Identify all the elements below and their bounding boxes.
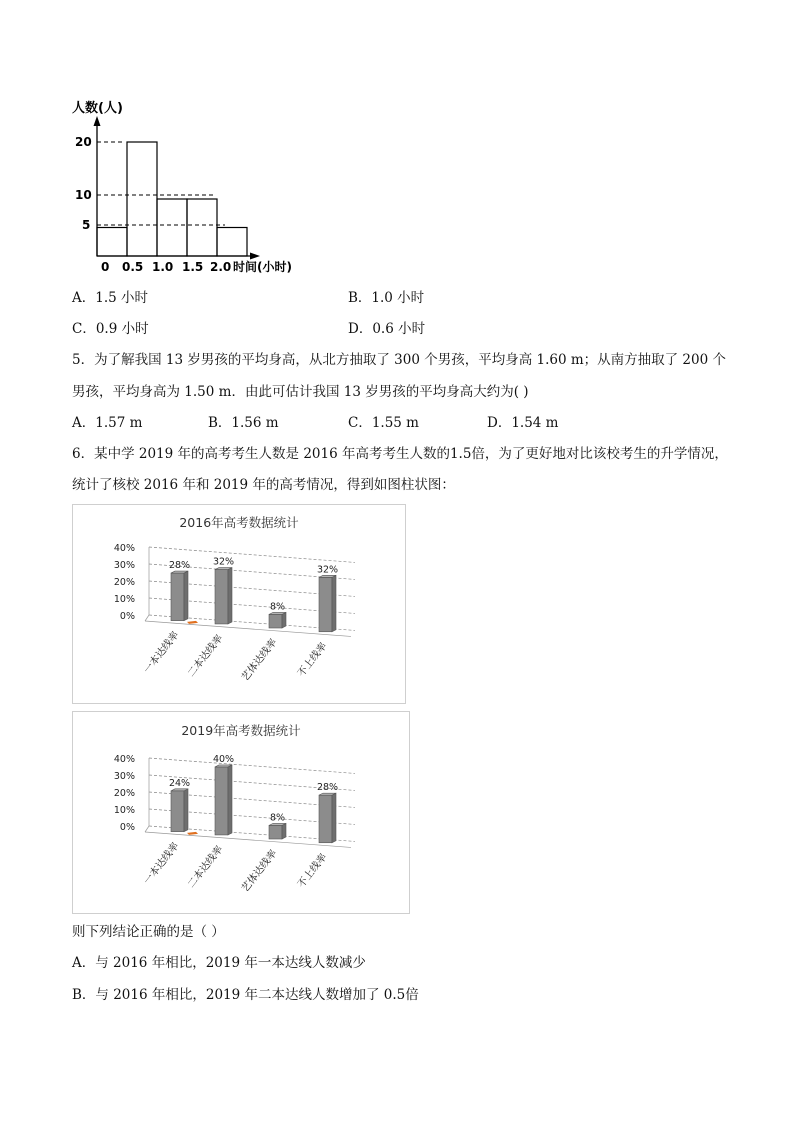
y-tick-label: 30% <box>113 771 135 782</box>
q5-option-c: C．1.55 m <box>348 415 419 431</box>
q4-option-a: A．1.5 小时 <box>72 290 149 306</box>
category-label-2: 艺体达线率 <box>239 637 280 684</box>
bar-front-3 <box>319 795 332 843</box>
bar-front-1 <box>215 570 228 624</box>
bar-side-2 <box>282 612 286 628</box>
data-label-2: 8% <box>269 812 286 824</box>
q6-option-b: B．与 2016 年相比，2019 年二本达线人数增加了 0.5倍 <box>72 987 419 1003</box>
histogram-bar-2 <box>157 199 187 256</box>
data-label-0: 24% <box>168 777 191 789</box>
bar-side-2 <box>282 823 286 839</box>
accent-marker <box>187 621 198 624</box>
histogram-y-axis-label: 人数(人) <box>72 101 123 116</box>
bar-front-2 <box>269 825 282 839</box>
q5-stem-line1: 5．为了解我国 13 岁男孩的平均身高，从北方抽取了 300 个男孩，平均身高 1.60 m；从南方抽取了 200 个 <box>72 352 726 368</box>
q4-option-c: C．0.9 小时 <box>72 321 149 337</box>
bar-side-1 <box>228 568 232 624</box>
category-label-0: 一本达线率 <box>141 840 182 887</box>
y-tick-label: 10% <box>113 594 135 605</box>
bar-side-3 <box>332 575 336 631</box>
chart-2019-svg <box>73 712 409 913</box>
data-label-3: 32% <box>316 564 339 576</box>
data-label-0: 28% <box>168 560 191 572</box>
histogram-bar-4 <box>217 228 247 257</box>
floor-side <box>145 826 149 832</box>
chart-2016-svg <box>73 505 405 703</box>
data-label-3: 28% <box>316 782 339 794</box>
bar-front-2 <box>269 614 282 628</box>
histogram-x-tick-0: 0 <box>101 260 110 274</box>
category-label-2: 艺体达线率 <box>239 848 280 895</box>
histogram-y-tick-10: 10 <box>75 188 92 202</box>
bar-front-0 <box>171 573 184 621</box>
floor-side <box>145 615 149 621</box>
bar-side-1 <box>228 765 232 835</box>
q4-option-d: D．0.6 小时 <box>348 321 426 337</box>
y-tick-label: 20% <box>113 577 135 588</box>
q6-option-a: A．与 2016 年相比，2019 年一本达线人数减少 <box>72 955 366 971</box>
histogram-x-tick-20: 2.0 <box>210 260 232 274</box>
category-label-1: 二本达线率 <box>185 844 226 891</box>
histogram-x-tick-05: 0.5 <box>122 260 144 274</box>
histogram-bar-1 <box>127 142 157 256</box>
histogram-x-tick-10: 1.0 <box>152 260 174 274</box>
chart-2019 <box>72 711 410 914</box>
histogram-y-tick-5: 5 <box>82 218 91 232</box>
y-tick-label: 0% <box>119 611 135 622</box>
y-tick-label: 0% <box>119 822 135 833</box>
y-tick-label: 30% <box>113 560 135 571</box>
y-tick-label: 40% <box>113 754 135 765</box>
y-tick-label: 10% <box>113 805 135 816</box>
bar-side-3 <box>332 793 336 843</box>
q5-option-b: B．1.56 m <box>208 415 279 431</box>
data-label-2: 8% <box>269 601 286 613</box>
q5-option-d: D．1.54 m <box>487 415 559 431</box>
category-label-3: 不上线率 <box>296 640 330 680</box>
q6-stem-line1: 6．某中学 2019 年的高考考生人数是 2016 年高考考生人数的1.5倍，为了更好地对比该校考生的升学情况， <box>72 446 728 462</box>
histogram-svg <box>70 98 320 278</box>
q6-stem-line2: 统计了核校 2016 年和 2019 年的高考情况，得到如图柱状图： <box>72 477 455 493</box>
category-label-0: 一本达线率 <box>141 629 182 676</box>
histogram-bar-3 <box>187 199 217 256</box>
data-label-1: 40% <box>212 753 235 765</box>
accent-marker <box>187 832 198 835</box>
category-label-3: 不上线率 <box>296 851 330 891</box>
q5-stem-line2: 男孩，平均身高为 1.50 m．由此可估计我国 13 岁男孩的平均身高大约为( ) <box>72 384 529 400</box>
histogram-x-axis-label: 时间(小时) <box>233 260 292 274</box>
q6-question: 则下列结论正确的是（ ） <box>72 924 225 940</box>
chart-2019-title: 2019年高考数据统计 <box>181 723 301 738</box>
chart-2016-title: 2016年高考数据统计 <box>179 515 299 530</box>
q5-option-a: A．1.57 m <box>72 415 143 431</box>
y-tick-label: 20% <box>113 788 135 799</box>
histogram <box>70 98 320 278</box>
bar-front-1 <box>215 767 228 835</box>
data-label-1: 32% <box>212 556 235 568</box>
chart-2016 <box>72 504 406 704</box>
gridline <box>149 758 355 773</box>
bar-side-0 <box>184 571 188 621</box>
y-tick-label: 40% <box>113 543 135 554</box>
q4-option-b: B．1.0 小时 <box>348 290 425 306</box>
histogram-bar-0 <box>97 228 127 257</box>
category-label-1: 二本达线率 <box>185 633 226 680</box>
histogram-x-tick-15: 1.5 <box>182 260 204 274</box>
histogram-y-tick-20: 20 <box>75 135 92 149</box>
bar-front-3 <box>319 577 332 631</box>
bar-side-0 <box>184 789 188 832</box>
bar-front-0 <box>171 791 184 832</box>
